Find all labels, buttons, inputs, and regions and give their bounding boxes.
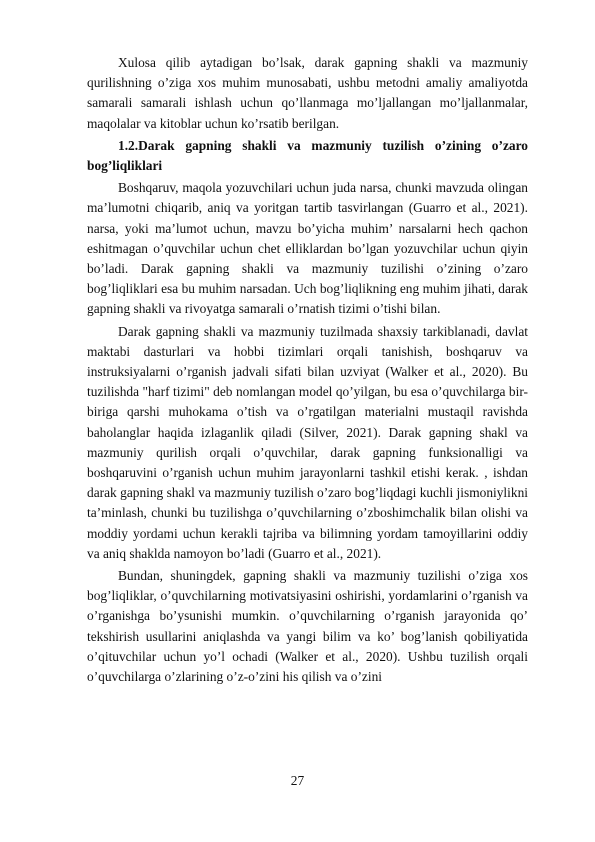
conclusion-paragraph: Xulosa qilib aytadigan bo’lsak, darak gapning shakli va mazmuniy qurilishning o’ziga xos muhim munosabati, ushbu metodni amaliy amaliyotda samarali samarali ishlash uchun qo’llanmaga mo’ljallangan mo’ljallanmalar, maqolalar va kitoblar uchun ko’rsatib berilgan. (87, 55, 528, 131)
page-number: 27 (290, 773, 305, 788)
section-heading: 1.2.Darak gapning shakli va mazmuniy tuzilish o’zining o’zaro bog’liqliklari (87, 137, 528, 174)
body-paragraph: Bundan, shuningdek, gapning shakli va mazmuniy tuzilishi o’ziga xos bog’liqliklar, o’quvchilarning motivatsiyasini oshirishi, yordamlarini o’rganish va o’rganishga bo’ysunishi mumkin. o’quvchilarning o’rganish jarayonida qo’ tekshirish usullarini aniqlashda va yangi bilim va ko’ bog’lanish qobiliyatida o’qituvchilar uchun yo’l ochadi (Walker et al., 2020). Ushbu tuzilish orqali o’quvchilarga o’zlarining o’z-o’zini his qilish va o’zini (87, 568, 528, 685)
body-paragraph: Boshqaruv, maqola yozuvchilari uchun juda narsa, chunki mavzuda olingan ma’lumotni chiqarib, aniq va yoritgan tartib tasvirlangan (Guarro et al., 2021). narsa, yoki ma’lumot uchun, mavzu bo’yicha muhim’ narsalarni hech qachon eshitmagan o’quvchilar uchun chet elliklardan bo’lgan yozuvchilar uchun qiyin bo’ladi. Darak gapning shakli va mazmuniy tuzilishi o’zining o’zaro bog’liqliklari esa bu muhim narsadan. Uch bog’liqlikning eng muhim jihati, darak gapning shakli va rivoyatga samarali o’rnatish tizimi o’tishi bilan. (87, 180, 528, 317)
document-page (87, 53, 528, 687)
body-paragraph: Darak gapning shakli va mazmuniy tuzilmada shaxsiy tarkiblanadi, davlat maktabi dasturlari va hobbi tizimlari orqali tanishish, boshqaruv va instruksiyalarni o’rganish jadvali sifati bilan uzviyat (Walker et al., 2020). Bu tuzilishda "harf tizimi" deb nomlangan model qo’yilgan, bu esa o’quvchilarga bir-biriga qarshi muhokama o’tish va o’rgatilgan materialni mustaqil ravishda baholanglar haqida izlaganlik qiladi (Silver, 2021). Darak gapning shakl va mazmuniy qurilish orqali o’quvchilar, darak gapning funksionalligi va boshqaruvini o’rganish uchun muhim jarayonlarni tashkil etishi kerak. , ishdan darak gapning shakl va mazmuniy tuzilish o’zaro bog’liqdagi kuchli jismoniylikni ta’minlash, chunki bu tuzilishga o’quvchilarning o’zboshimchalik bilan olishi va moddiy yordami uchun kerakli tajriba va bilimning yordam tamoyillarini oddiy va aniq shaklda namoyon bo’ladi (Guarro et al., 2021). (87, 323, 528, 561)
